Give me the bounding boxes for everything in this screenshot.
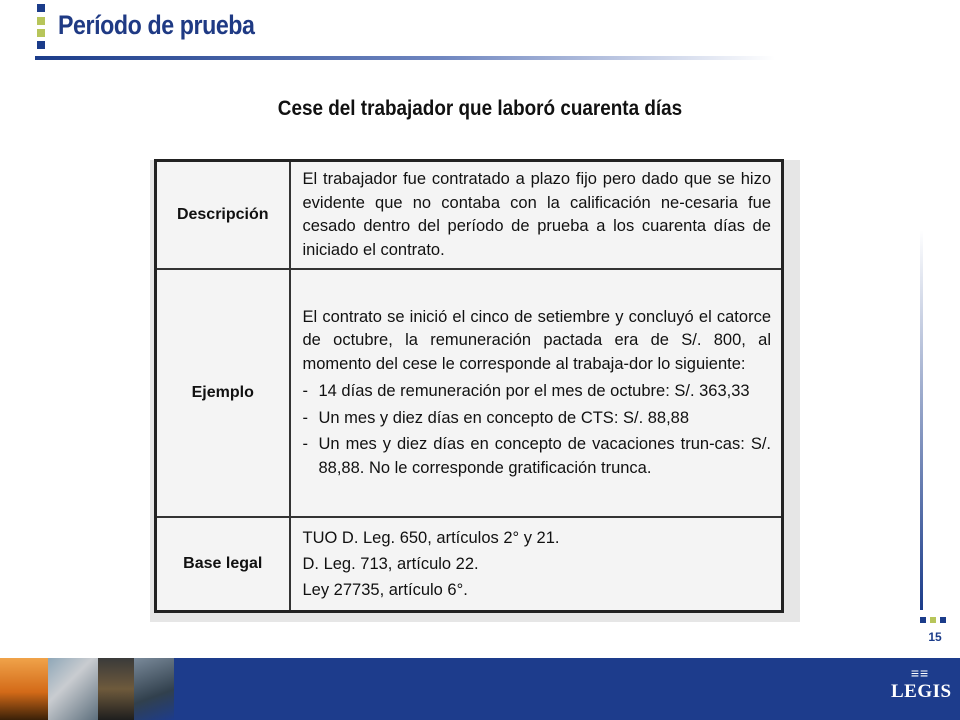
legal-reference: D. Leg. 713, artículo 22. — [302, 554, 479, 573]
list-item — [303, 433, 772, 480]
legal-reference: TUO D. Leg. 650, artículos 2° y 21. — [302, 528, 560, 547]
footer-photo-doctor — [48, 658, 98, 720]
row-content: El trabajador fue contratado a plazo fijo pero dado que se hizo evidente que no contaba con la calificación ne-cesaria fue cesado dentro del período de prueba a los cuarenta días de iniciado el contrato. — [290, 161, 783, 270]
page-number-square — [940, 617, 946, 623]
header-bullet-square — [37, 17, 45, 25]
example-intro: El contrato se inició el cinco de setiembre y concluyó el catorce de octubre, la remuneración pactada era de S/. 800, al momento del cese le corresponde al trabaja-dor lo siguiente: — [302, 307, 771, 373]
side-divider — [920, 230, 923, 610]
table-row-ejemplo — [156, 269, 783, 517]
table-row-descripcion — [156, 161, 783, 270]
page-number-square — [920, 617, 926, 623]
row-label: Descripción — [156, 161, 290, 270]
list-dash: - — [302, 408, 308, 427]
legis-logo — [891, 665, 952, 715]
slide-subtitle: Cese del trabajador que laboró cuarenta días — [277, 97, 683, 120]
row-content — [290, 269, 783, 517]
table-row-base-legal — [156, 517, 783, 611]
header-divider — [35, 56, 775, 60]
logo-text: LEGIS — [891, 681, 952, 702]
legal-reference: Ley 27735, artículo 6°. — [302, 580, 468, 599]
list-item-text: Un mes y diez días en concepto de vacaciones trun-cas: S/. 88,88. No le corresponde gratificación trunca. — [318, 435, 771, 477]
list-item-text: 14 días de remuneración por el mes de octubre: S/. 363,33 — [318, 382, 750, 401]
page-number-square — [930, 617, 936, 623]
info-table — [154, 159, 784, 613]
header-bullet-square — [37, 4, 45, 12]
header-bullet-square — [37, 41, 45, 49]
logo-icon: ≡≡ — [910, 665, 930, 681]
footer-photo-scales — [134, 658, 174, 720]
row-label: Ejemplo — [156, 269, 290, 517]
list-item-text: Un mes y diez días en concepto de CTS: S/. 88,88 — [318, 408, 690, 427]
page-number: 15 — [928, 630, 942, 644]
list-dash: - — [302, 382, 308, 401]
list-item — [303, 407, 772, 431]
row-content — [290, 517, 783, 611]
footer-photo-oil-field — [0, 658, 48, 720]
list-dash: - — [302, 435, 308, 454]
header-bullet-square — [37, 29, 45, 37]
page-title: Período de prueba — [58, 10, 255, 40]
footer-photo-fade — [174, 658, 234, 720]
row-label: Base legal — [156, 517, 290, 611]
footer-photo-worker — [98, 658, 134, 720]
list-item — [303, 380, 772, 404]
